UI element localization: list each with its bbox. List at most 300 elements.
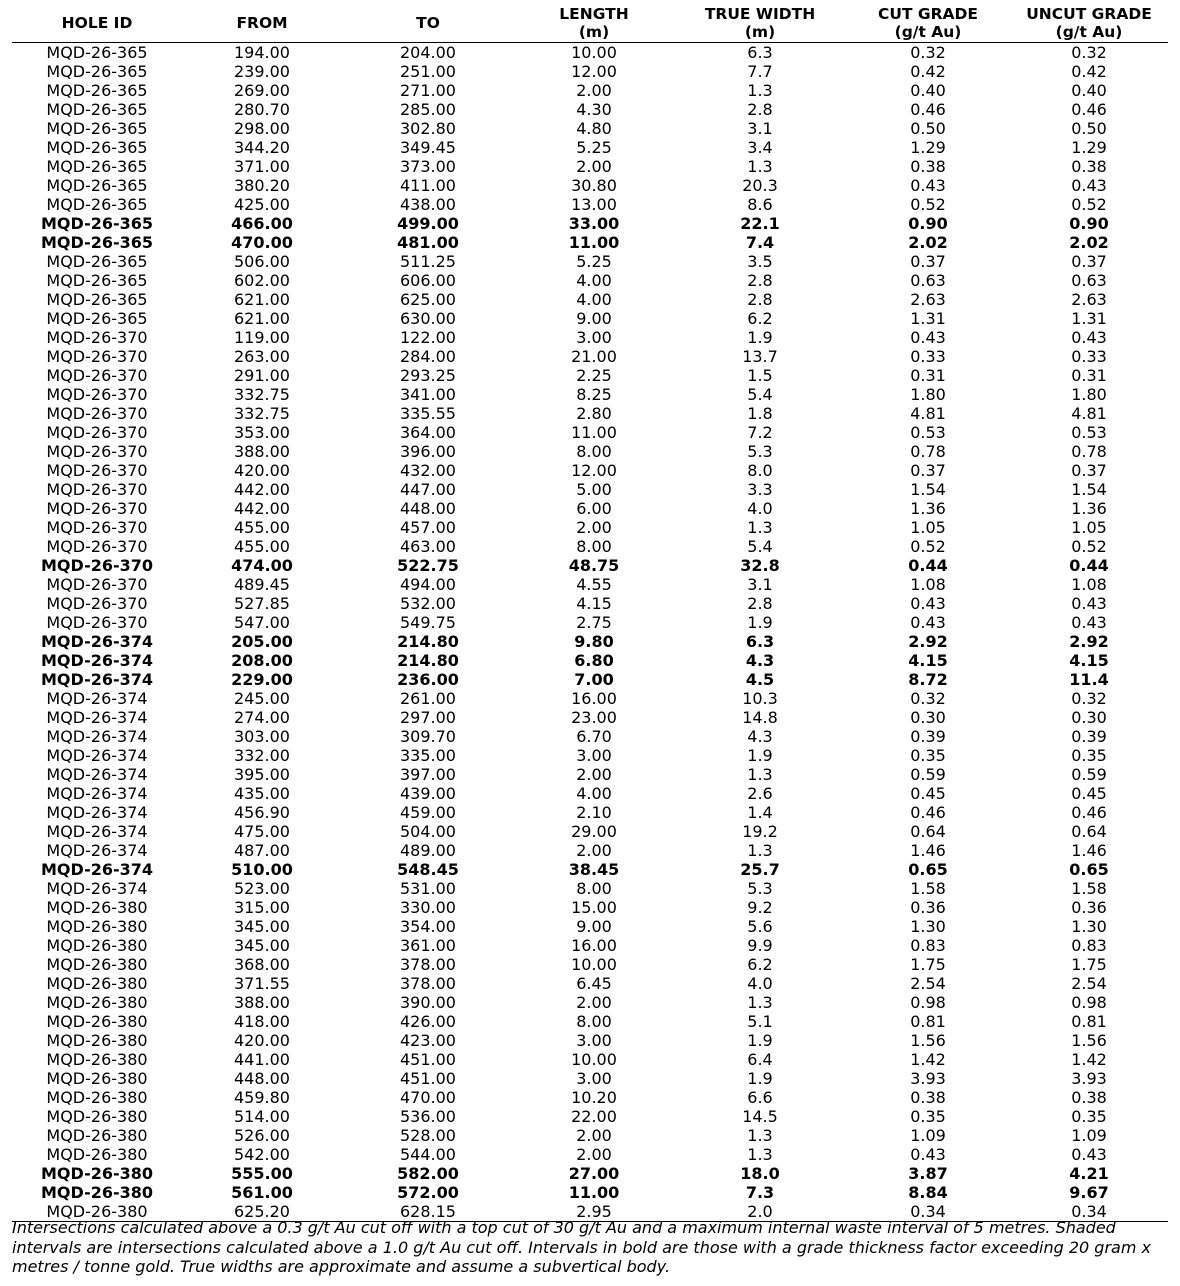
true-width-cell: 18.0 bbox=[740, 1164, 780, 1183]
uncut-grade-cell: 1.29 bbox=[1071, 138, 1107, 157]
uncut-grade-cell: 1.75 bbox=[1071, 955, 1107, 974]
to-cell: 447.00 bbox=[400, 480, 456, 499]
cut-grade-cell: 3.87 bbox=[908, 1164, 948, 1183]
cut-grade-cell: 0.52 bbox=[910, 195, 946, 214]
from-cell: 353.00 bbox=[234, 423, 290, 442]
hole-id-cell: MQD-26-370 bbox=[46, 366, 148, 385]
cut-grade-cell: 0.46 bbox=[910, 100, 946, 119]
hole-id-cell: MQD-26-374 bbox=[40, 860, 154, 879]
from-cell: 380.20 bbox=[234, 176, 290, 195]
table-row bbox=[12, 328, 1168, 347]
table-row bbox=[12, 461, 1168, 480]
uncut-grade-cell: 0.98 bbox=[1071, 993, 1107, 1012]
from-cell: 239.00 bbox=[234, 62, 290, 81]
table-row bbox=[12, 480, 1168, 499]
table-row bbox=[12, 575, 1168, 594]
hole-id-cell: MQD-26-380 bbox=[46, 898, 148, 917]
from-cell: 448.00 bbox=[234, 1069, 290, 1088]
from-cell: 418.00 bbox=[234, 1012, 290, 1031]
length-cell: 6.45 bbox=[576, 974, 612, 993]
to-cell: 122.00 bbox=[400, 328, 456, 347]
uncut-grade-cell: 1.56 bbox=[1071, 1031, 1107, 1050]
header-row bbox=[12, 4, 1168, 43]
uncut-grade-cell: 1.80 bbox=[1071, 385, 1107, 404]
hole-id-cell: MQD-26-370 bbox=[46, 461, 148, 480]
hole-id-cell: MQD-26-370 bbox=[46, 423, 148, 442]
uncut-grade-cell: 4.15 bbox=[1069, 651, 1109, 670]
hole-id-cell: MQD-26-365 bbox=[46, 100, 148, 119]
to-cell: 448.00 bbox=[400, 499, 456, 518]
true-width-cell: 4.0 bbox=[747, 974, 773, 993]
length-cell: 22.00 bbox=[571, 1107, 617, 1126]
table-row bbox=[12, 1126, 1168, 1145]
to-cell: 309.70 bbox=[400, 727, 456, 746]
to-cell: 293.25 bbox=[400, 366, 456, 385]
to-cell: 499.00 bbox=[397, 214, 459, 233]
uncut-grade-cell: 0.78 bbox=[1071, 442, 1107, 461]
from-cell: 291.00 bbox=[234, 366, 290, 385]
hole-id-cell: MQD-26-370 bbox=[46, 499, 148, 518]
table-row bbox=[12, 689, 1168, 708]
length-cell: 4.15 bbox=[576, 594, 612, 613]
hole-id-cell: MQD-26-365 bbox=[46, 271, 148, 290]
to-cell: 302.80 bbox=[400, 119, 456, 138]
length-cell: 8.00 bbox=[576, 537, 612, 556]
from-cell: 514.00 bbox=[234, 1107, 290, 1126]
length-cell: 11.00 bbox=[568, 1183, 620, 1202]
table-row bbox=[12, 537, 1168, 556]
table-row bbox=[12, 1012, 1168, 1031]
uncut-grade-cell: 4.21 bbox=[1069, 1164, 1109, 1183]
uncut-grade-cell: 0.46 bbox=[1071, 100, 1107, 119]
hole-id-cell: MQD-26-365 bbox=[46, 138, 148, 157]
true-width-cell: 1.9 bbox=[747, 1069, 773, 1088]
true-width-cell: 1.3 bbox=[747, 993, 773, 1012]
length-cell: 33.00 bbox=[568, 214, 620, 233]
from-cell: 547.00 bbox=[234, 613, 290, 632]
length-cell: 16.00 bbox=[571, 936, 617, 955]
hole-id-cell: MQD-26-370 bbox=[46, 537, 148, 556]
true-width-cell: 1.3 bbox=[747, 1145, 773, 1164]
table-row bbox=[12, 708, 1168, 727]
cut-grade-cell: 0.63 bbox=[910, 271, 946, 290]
cut-grade-cell: 0.64 bbox=[910, 822, 946, 841]
from-cell: 119.00 bbox=[234, 328, 290, 347]
hole-id-cell: MQD-26-365 bbox=[46, 81, 148, 100]
to-cell: 251.00 bbox=[400, 62, 456, 81]
true-width-cell: 2.8 bbox=[747, 594, 773, 613]
cut-grade-cell: 0.59 bbox=[910, 765, 946, 784]
table-row bbox=[12, 518, 1168, 537]
table-row bbox=[12, 594, 1168, 613]
table-row bbox=[12, 366, 1168, 385]
footnote: Intersections calculated above a 0.3 g/t Au cut off with a top cut of 30 g/t Au and a maximum internal waste interval of 5 metres. Shaded intervals are intersections calculated above a 1.0 g/t Au cut off. Intervals in bold are those with a grade thickness factor exceeding 20 gram x metres / tonne gold. True widths are approximate and assume a subvertical body. bbox=[12, 1218, 1151, 1276]
to-cell: 411.00 bbox=[400, 176, 456, 195]
length-cell: 9.00 bbox=[576, 917, 612, 936]
to-cell: 214.80 bbox=[397, 651, 459, 670]
header-line-1: FROM bbox=[236, 14, 288, 32]
length-cell: 2.95 bbox=[514, 1202, 674, 1222]
to-cell: 397.00 bbox=[400, 765, 456, 784]
to-cell: 531.00 bbox=[400, 879, 456, 898]
true-width-cell: 6.6 bbox=[747, 1088, 773, 1107]
cut-grade-cell: 0.33 bbox=[910, 347, 946, 366]
uncut-grade-cell: 0.46 bbox=[1071, 803, 1107, 822]
hole-id-cell: MQD-26-380 bbox=[46, 1012, 148, 1031]
true-width-cell: 2.8 bbox=[747, 271, 773, 290]
to-cell: 625.00 bbox=[400, 290, 456, 309]
header-uncut-grade bbox=[1010, 4, 1168, 43]
uncut-grade-cell: 0.81 bbox=[1071, 1012, 1107, 1031]
hole-id-cell: MQD-26-365 bbox=[40, 214, 154, 233]
length-cell: 4.80 bbox=[576, 119, 612, 138]
cut-grade-cell: 1.80 bbox=[910, 385, 946, 404]
length-cell: 2.00 bbox=[576, 518, 612, 537]
uncut-grade-cell: 0.37 bbox=[1071, 461, 1107, 480]
table-row bbox=[12, 290, 1168, 309]
from-cell: 621.00 bbox=[234, 309, 290, 328]
true-width-cell: 6.2 bbox=[747, 955, 773, 974]
from-cell: 561.00 bbox=[231, 1183, 293, 1202]
to-cell: 438.00 bbox=[400, 195, 456, 214]
from-cell: 420.00 bbox=[234, 1031, 290, 1050]
cut-grade-cell: 2.54 bbox=[910, 974, 946, 993]
from-cell: 263.00 bbox=[234, 347, 290, 366]
to-cell: 335.00 bbox=[400, 746, 456, 765]
to-cell: 330.00 bbox=[400, 898, 456, 917]
to-cell: 423.00 bbox=[400, 1031, 456, 1050]
from-cell: 510.00 bbox=[231, 860, 293, 879]
length-cell: 29.00 bbox=[571, 822, 617, 841]
true-width-cell: 6.3 bbox=[745, 632, 775, 651]
cut-grade-cell: 2.92 bbox=[908, 632, 948, 651]
true-width-cell: 1.5 bbox=[747, 366, 773, 385]
to-cell: 378.00 bbox=[400, 955, 456, 974]
table-row bbox=[12, 309, 1168, 328]
length-cell: 2.75 bbox=[576, 613, 612, 632]
uncut-grade-cell: 0.44 bbox=[1069, 556, 1109, 575]
to-cell: 511.25 bbox=[400, 252, 456, 271]
length-cell: 27.00 bbox=[568, 1164, 620, 1183]
hole-id-cell: MQD-26-380 bbox=[46, 993, 148, 1012]
length-cell: 13.00 bbox=[571, 195, 617, 214]
from-cell: 455.00 bbox=[234, 518, 290, 537]
length-cell: 4.00 bbox=[576, 271, 612, 290]
hole-id-cell: MQD-26-374 bbox=[46, 689, 148, 708]
from-cell: 542.00 bbox=[234, 1145, 290, 1164]
hole-id-cell: MQD-26-380 bbox=[46, 974, 148, 993]
true-width-cell: 2.0 bbox=[674, 1202, 846, 1222]
table-row bbox=[12, 727, 1168, 746]
hole-id-cell: MQD-26-374 bbox=[46, 879, 148, 898]
cut-grade-cell: 0.43 bbox=[910, 613, 946, 632]
true-width-cell: 9.2 bbox=[747, 898, 773, 917]
length-cell: 2.00 bbox=[576, 1145, 612, 1164]
header-cut-grade bbox=[846, 4, 1010, 43]
true-width-cell: 1.9 bbox=[747, 328, 773, 347]
true-width-cell: 3.1 bbox=[747, 119, 773, 138]
cut-grade-cell: 0.45 bbox=[910, 784, 946, 803]
hole-id-cell: MQD-26-370 bbox=[46, 480, 148, 499]
table-row bbox=[12, 898, 1168, 917]
to-cell: 457.00 bbox=[400, 518, 456, 537]
from-cell: 526.00 bbox=[234, 1126, 290, 1145]
table-row bbox=[12, 822, 1168, 841]
uncut-grade-cell: 0.36 bbox=[1071, 898, 1107, 917]
true-width-cell: 13.7 bbox=[742, 347, 778, 366]
header-line-2: (g/t Au) bbox=[1055, 23, 1123, 41]
true-width-cell: 1.9 bbox=[747, 1031, 773, 1050]
to-cell: 236.00 bbox=[397, 670, 459, 689]
cut-grade-cell: 1.36 bbox=[910, 499, 946, 518]
true-width-cell: 5.3 bbox=[747, 442, 773, 461]
length-cell: 5.25 bbox=[576, 138, 612, 157]
true-width-cell: 6.3 bbox=[747, 43, 773, 62]
hole-id-cell: MQD-26-380 bbox=[46, 1050, 148, 1069]
cut-grade-cell: 0.39 bbox=[910, 727, 946, 746]
table-row bbox=[12, 252, 1168, 271]
hole-id-cell: MQD-26-374 bbox=[40, 651, 154, 670]
cut-grade-cell: 0.53 bbox=[910, 423, 946, 442]
table-row bbox=[12, 613, 1168, 632]
cut-grade-cell: 1.46 bbox=[910, 841, 946, 860]
table-row bbox=[12, 385, 1168, 404]
hole-id-cell: MQD-26-365 bbox=[46, 176, 148, 195]
header-line-2: (m) bbox=[744, 23, 776, 41]
cut-grade-cell: 0.81 bbox=[910, 1012, 946, 1031]
true-width-cell: 6.2 bbox=[747, 309, 773, 328]
table-row bbox=[12, 955, 1168, 974]
from-cell: 442.00 bbox=[234, 499, 290, 518]
length-cell: 21.00 bbox=[571, 347, 617, 366]
to-cell: 396.00 bbox=[400, 442, 456, 461]
from-cell: 455.00 bbox=[234, 537, 290, 556]
cut-grade-cell: 0.83 bbox=[910, 936, 946, 955]
from-cell: 459.80 bbox=[234, 1088, 290, 1107]
to-cell: 284.00 bbox=[400, 347, 456, 366]
true-width-cell: 3.5 bbox=[747, 252, 773, 271]
cut-grade-cell: 0.43 bbox=[910, 328, 946, 347]
table-row bbox=[12, 556, 1168, 575]
length-cell: 5.25 bbox=[576, 252, 612, 271]
table-row bbox=[12, 632, 1168, 651]
from-cell: 456.90 bbox=[234, 803, 290, 822]
cut-grade-cell: 1.29 bbox=[910, 138, 946, 157]
uncut-grade-cell: 2.54 bbox=[1071, 974, 1107, 993]
header-line-1: TO bbox=[416, 14, 440, 32]
true-width-cell: 1.9 bbox=[747, 613, 773, 632]
hole-id-cell: MQD-26-374 bbox=[46, 727, 148, 746]
cut-grade-cell: 0.43 bbox=[910, 1145, 946, 1164]
cut-grade-cell: 1.54 bbox=[910, 480, 946, 499]
to-cell: 285.00 bbox=[400, 100, 456, 119]
hole-id-cell: MQD-26-380 bbox=[46, 1088, 148, 1107]
from-cell: 523.00 bbox=[234, 879, 290, 898]
to-cell: 536.00 bbox=[400, 1107, 456, 1126]
from-cell: 245.00 bbox=[234, 689, 290, 708]
from-cell: 269.00 bbox=[234, 81, 290, 100]
to-cell: 349.45 bbox=[400, 138, 456, 157]
hole-id-cell: MQD-26-380 bbox=[12, 1202, 182, 1222]
cut-grade-cell: 1.08 bbox=[910, 575, 946, 594]
hole-id-cell: MQD-26-370 bbox=[46, 347, 148, 366]
table-row bbox=[12, 917, 1168, 936]
hole-id-cell: MQD-26-374 bbox=[46, 841, 148, 860]
uncut-grade-cell: 0.59 bbox=[1071, 765, 1107, 784]
from-cell: 274.00 bbox=[234, 708, 290, 727]
cut-grade-cell: 1.05 bbox=[910, 518, 946, 537]
hole-id-cell: MQD-26-370 bbox=[46, 404, 148, 423]
from-cell: 332.75 bbox=[234, 385, 290, 404]
length-cell: 10.20 bbox=[571, 1088, 617, 1107]
true-width-cell: 8.0 bbox=[747, 461, 773, 480]
cut-grade-cell: 2.02 bbox=[908, 233, 948, 252]
length-cell: 6.00 bbox=[576, 499, 612, 518]
true-width-cell: 4.5 bbox=[745, 670, 775, 689]
table-body bbox=[12, 43, 1168, 1222]
hole-id-cell: MQD-26-370 bbox=[46, 594, 148, 613]
length-cell: 6.80 bbox=[574, 651, 614, 670]
length-cell: 8.25 bbox=[576, 385, 612, 404]
uncut-grade-cell: 0.64 bbox=[1071, 822, 1107, 841]
hole-id-cell: MQD-26-380 bbox=[46, 917, 148, 936]
uncut-grade-cell: 0.83 bbox=[1071, 936, 1107, 955]
uncut-grade-cell: 2.02 bbox=[1069, 233, 1109, 252]
to-cell: 572.00 bbox=[397, 1183, 459, 1202]
uncut-grade-cell: 1.58 bbox=[1071, 879, 1107, 898]
length-cell: 16.00 bbox=[571, 689, 617, 708]
length-cell: 3.00 bbox=[576, 1069, 612, 1088]
to-cell: 439.00 bbox=[400, 784, 456, 803]
length-cell: 12.00 bbox=[571, 62, 617, 81]
uncut-grade-cell: 0.43 bbox=[1071, 1145, 1107, 1164]
hole-id-cell: MQD-26-365 bbox=[46, 157, 148, 176]
header-line-1: TRUE WIDTH bbox=[704, 5, 816, 23]
from-cell: 332.00 bbox=[234, 746, 290, 765]
to-cell: 373.00 bbox=[400, 157, 456, 176]
uncut-grade-cell: 1.30 bbox=[1071, 917, 1107, 936]
from-cell: 621.00 bbox=[234, 290, 290, 309]
from-cell: 205.00 bbox=[231, 632, 293, 651]
from-cell: 344.20 bbox=[234, 138, 290, 157]
length-cell: 8.00 bbox=[576, 879, 612, 898]
table-row bbox=[12, 670, 1168, 689]
hole-id-cell: MQD-26-374 bbox=[46, 803, 148, 822]
header-line-2: (g/t Au) bbox=[894, 23, 962, 41]
hole-id-cell: MQD-26-365 bbox=[40, 233, 154, 252]
uncut-grade-cell: 0.33 bbox=[1071, 347, 1107, 366]
table-row bbox=[12, 1164, 1168, 1183]
hole-id-cell: MQD-26-374 bbox=[40, 632, 154, 651]
uncut-grade-cell: 1.05 bbox=[1071, 518, 1107, 537]
to-cell: 504.00 bbox=[400, 822, 456, 841]
table-row bbox=[12, 860, 1168, 879]
true-width-cell: 1.3 bbox=[747, 841, 773, 860]
header-line-1: LENGTH bbox=[559, 5, 629, 23]
true-width-cell: 19.2 bbox=[742, 822, 778, 841]
true-width-cell: 10.3 bbox=[742, 689, 778, 708]
true-width-cell: 9.9 bbox=[747, 936, 773, 955]
uncut-grade-cell: 0.42 bbox=[1071, 62, 1107, 81]
true-width-cell: 3.1 bbox=[747, 575, 773, 594]
table-row bbox=[12, 214, 1168, 233]
uncut-grade-cell: 0.43 bbox=[1071, 594, 1107, 613]
true-width-cell: 14.8 bbox=[742, 708, 778, 727]
uncut-grade-cell: 1.54 bbox=[1071, 480, 1107, 499]
true-width-cell: 20.3 bbox=[742, 176, 778, 195]
hole-id-cell: MQD-26-374 bbox=[46, 765, 148, 784]
length-cell: 11.00 bbox=[568, 233, 620, 252]
hole-id-cell: MQD-26-365 bbox=[46, 195, 148, 214]
length-cell: 2.00 bbox=[576, 993, 612, 1012]
table-row bbox=[12, 100, 1168, 119]
from-cell: 555.00 bbox=[231, 1164, 293, 1183]
cut-grade-cell: 0.46 bbox=[910, 803, 946, 822]
table-row bbox=[12, 176, 1168, 195]
uncut-grade-cell: 0.32 bbox=[1071, 43, 1107, 62]
from-cell: 435.00 bbox=[234, 784, 290, 803]
table-row bbox=[12, 157, 1168, 176]
length-cell: 2.00 bbox=[576, 81, 612, 100]
from-cell: 425.00 bbox=[234, 195, 290, 214]
from-cell: 208.00 bbox=[231, 651, 293, 670]
from-cell: 332.75 bbox=[234, 404, 290, 423]
uncut-grade-cell: 0.30 bbox=[1071, 708, 1107, 727]
length-cell: 3.00 bbox=[576, 746, 612, 765]
true-width-cell: 22.1 bbox=[740, 214, 780, 233]
table-row bbox=[12, 499, 1168, 518]
hole-id-cell: MQD-26-365 bbox=[46, 309, 148, 328]
to-cell: 606.00 bbox=[400, 271, 456, 290]
from-cell: 625.20 bbox=[182, 1202, 342, 1222]
cut-grade-cell: 1.42 bbox=[910, 1050, 946, 1069]
length-cell: 4.55 bbox=[576, 575, 612, 594]
cut-grade-cell: 0.30 bbox=[910, 708, 946, 727]
uncut-grade-cell: 1.46 bbox=[1071, 841, 1107, 860]
from-cell: 489.45 bbox=[234, 575, 290, 594]
hole-id-cell: MQD-26-380 bbox=[40, 1183, 154, 1202]
true-width-cell: 4.0 bbox=[747, 499, 773, 518]
uncut-grade-cell: 1.42 bbox=[1071, 1050, 1107, 1069]
true-width-cell: 1.3 bbox=[747, 1126, 773, 1145]
true-width-cell: 32.8 bbox=[740, 556, 780, 575]
from-cell: 345.00 bbox=[234, 917, 290, 936]
table-row bbox=[12, 423, 1168, 442]
uncut-grade-cell: 0.50 bbox=[1071, 119, 1107, 138]
from-cell: 303.00 bbox=[234, 727, 290, 746]
true-width-cell: 1.9 bbox=[747, 746, 773, 765]
uncut-grade-cell: 0.43 bbox=[1071, 613, 1107, 632]
uncut-grade-cell: 0.90 bbox=[1069, 214, 1109, 233]
table-row bbox=[12, 746, 1168, 765]
uncut-grade-cell: 0.53 bbox=[1071, 423, 1107, 442]
hole-id-cell: MQD-26-374 bbox=[46, 822, 148, 841]
header-true-width bbox=[674, 4, 846, 43]
from-cell: 298.00 bbox=[234, 119, 290, 138]
cut-grade-cell: 8.84 bbox=[908, 1183, 948, 1202]
from-cell: 371.00 bbox=[234, 157, 290, 176]
cut-grade-cell: 0.35 bbox=[910, 746, 946, 765]
length-cell: 30.80 bbox=[571, 176, 617, 195]
table-row bbox=[12, 442, 1168, 461]
uncut-grade-cell: 0.52 bbox=[1071, 537, 1107, 556]
header-from bbox=[182, 4, 342, 43]
hole-id-cell: MQD-26-365 bbox=[46, 252, 148, 271]
header-to bbox=[342, 4, 514, 43]
table-row bbox=[12, 195, 1168, 214]
to-cell: 361.00 bbox=[400, 936, 456, 955]
uncut-grade-cell: 3.93 bbox=[1071, 1069, 1107, 1088]
